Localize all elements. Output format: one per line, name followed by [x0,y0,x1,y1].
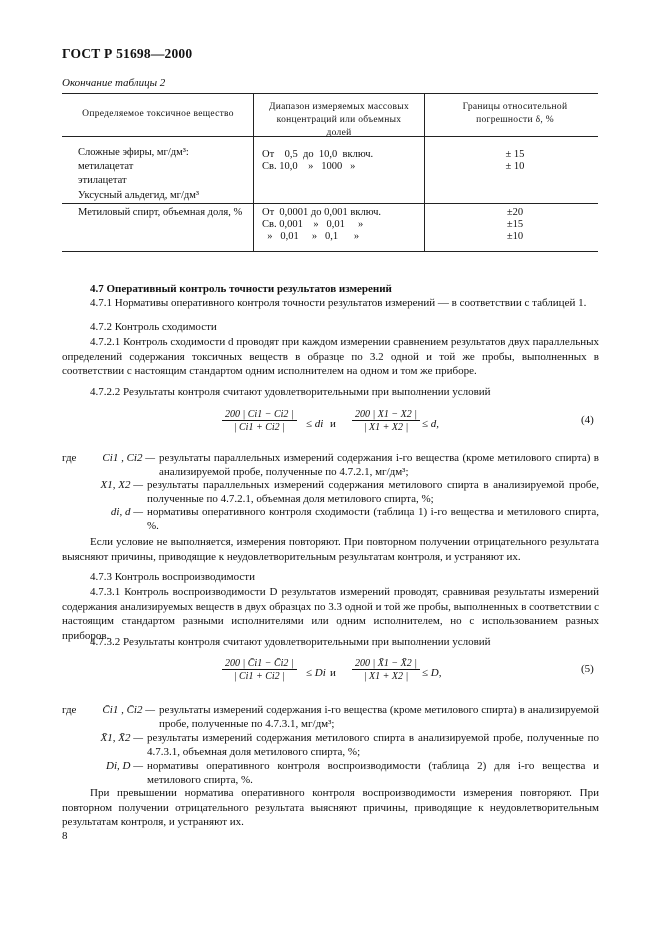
equation-5-label: (5) [581,663,594,675]
cell-error: ± 10 [505,161,525,172]
legend-text: результаты измерений содержания i-го вещества (кроме метилового спирта) в анализируемой пробе, полученные по 4.7.3.1, мг/дм³; [159,704,599,730]
cell-substance: этилацетат [78,175,127,186]
legend-text: результаты параллельных измерений содержания метилового спирта в анализируемой пробе, полученные по 4.7.2.1, объемная доля метилового спирта, %; [147,479,599,505]
paragraph: Если условие не выполняется, измерения повторяют. При повторном получении отрицательного результата выясняют причины, приводящие к неудовлетворительным результатам контроля, и устраняют их. [62,536,599,563]
cell-range: От 0,0001 до 0,001 включ. [262,207,382,218]
section-title: 4.7 Оперативный контроль точности результатов измерений [90,283,392,295]
paragraph: 4.7.1 Нормативы оперативного контроля точности результатов измерений — в соответствии с таблицей 1. [90,297,587,309]
equation-4-fraction-1: $\frac{200 | Ci1 - Ci2 |}{| Ci1 + Ci2 |}$ [222,409,297,433]
equation-4-rhs-2: ≤ d, [422,418,440,430]
cell-error: ±10 [506,231,524,242]
equation-5-and: и [330,667,336,679]
cell-range: » 0,01 » 0,1 » [262,231,360,242]
equation-4-label: (4) [581,414,594,426]
cell-substance: Уксусный альдегид, мг/дм³ [78,190,200,201]
cell-substance: Сложные эфиры, мг/дм³: [78,147,189,158]
equation-5-rhs-1: ≤ Di [306,667,326,679]
legend-where: где [62,704,77,716]
equation-5-fraction-2: $\frac{200 | X̄1 - X̄2 |}{| X1 + X2 |}$ [352,658,420,682]
cell-error: ±15 [506,219,524,230]
table-caption: Окончание таблицы 2 [62,77,166,89]
cell-substance: Метиловый спирт, объемная доля, % [78,207,243,218]
legend-symbol: X̄1, X̄2 — [100,732,143,744]
page-number: 8 [62,830,68,842]
equation-5-fraction-1: $\frac{200 | C̄i1 - C̄i2 |}{| Ci1 + Ci2 |}$ [222,658,297,682]
cell-range: Св. 10,0 » 1000 » [262,161,356,172]
table [62,93,598,252]
legend-text: нормативы оперативного контроля сходимости (таблица 1) i-го вещества и метилового спирта, %. [147,506,599,532]
paragraph: 4.7.2 Контроль сходимости [90,321,217,333]
table-header-substance: Определяемое токсичное вещество [82,109,234,119]
legend-symbol: C̄i1 , C̄i2 — [102,704,155,716]
paragraph: 4.7.2.2 Результаты контроля считают удовлетворительными при выполнении условий [90,386,491,398]
legend-symbol: Ci1 , Ci2 — [102,452,155,464]
paragraph: 4.7.2.1 Контроль сходимости d проводят при каждом измерении сравнением результатов двух параллельных определений содержания токсичных веществ в образце по 3.2 одной и той же пробы, выполненных в соответствии с настоящим стандартом одним исполнителем на одном и том же приборе. [62,336,599,378]
legend-text: нормативы оперативного контроля воспроизводимости (таблица 2) для i-го вещества и метилового спирта, %. [147,760,599,786]
cell-error: ± 15 [505,149,525,160]
equation-4-and: и [330,418,336,430]
table-header-error: Границы относительной погрешности δ, % [462,102,568,125]
table-header-range: Диапазон измеряемых массовых концентраций или объемных долей [268,102,409,138]
legend-text: результаты измерений содержания метилового спирта в анализируемой пробе, полученные по 4.7.3.1, объемная доля метилового спирта, %; [147,732,599,758]
paragraph: При превышении норматива оперативного контроля воспроизводимости измерения повторяют. При повторном получении отрицательного результата выясняют причины, приводящие к неудовлетворительным результатам контроля, и устраняют их. [62,787,599,829]
cell-range: От 0,5 до 10,0 включ. [262,149,374,160]
equation-5-rhs-2: ≤ D, [422,667,442,679]
document-header: ГОСТ Р 51698—2000 [62,46,193,61]
legend-text: результаты параллельных измерений содержания i-го вещества (кроме метилового спирта) в анализируемой пробе, полученные по 4.7.2.1, мг/дм³; [159,452,599,478]
legend-where: где [62,452,77,464]
cell-range: Св. 0,001 » 0,01 » [262,219,364,230]
cell-substance: метилацетат [78,161,134,172]
equation-4-fraction-2: $\frac{200 | X1 - X2 |}{| X1 + X2 |}$ [352,409,420,433]
paragraph: 4.7.3.1 Контроль воспроизводимости D результатов измерений проводят, сравнивая результаты измерений содержания анализируемых веществ в двух образцах по 3.3 одной и той же пробы, выполненных в соответствии с настоящим стандартом разными исполнителями или одним исполнителем, но с использованием разных приборов. [62,586,599,642]
legend-symbol: Di, D — [106,760,143,772]
equation-4-rhs-1: ≤ di [306,418,324,430]
paragraph: 4.7.3 Контроль воспроизводимости [90,571,255,583]
legend-symbol: di, d — [110,506,143,518]
cell-error: ±20 [506,207,524,218]
paragraph: 4.7.3.2 Результаты контроля считают удовлетворительными при выполнении условий [90,636,491,648]
legend-symbol: X1, X2 — [100,479,143,491]
